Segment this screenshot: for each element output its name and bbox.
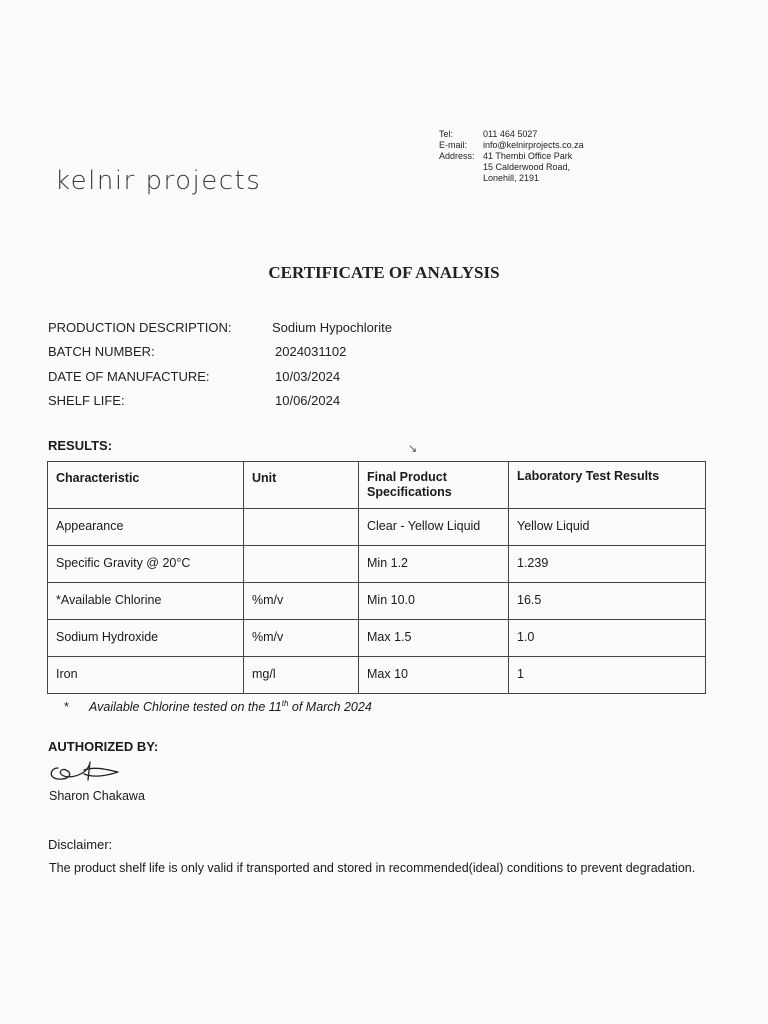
company-logo: kelnir projects [55,166,262,196]
info-label: SHELF LIFE: [48,393,125,409]
column-header: Laboratory Test Results [509,462,706,509]
info-row [48,364,392,389]
table-row [48,509,706,546]
table-cell: Sodium Hydroxide [48,620,244,657]
address-line: Lonehill, 2191 [483,173,540,183]
table-cell: *Available Chlorine [48,583,244,620]
results-heading: RESULTS: [48,438,113,453]
footnote [64,699,372,714]
table-cell: Appearance [48,509,244,546]
tel-label: Tel: [439,129,454,139]
table-row [48,620,706,657]
address-line: 15 Calderwood Road, [483,162,571,172]
pen-mark: ↘ [408,443,418,455]
email-value: info@kelnirprojects.co.za [483,140,584,150]
tel-value: 011 464 5027 [483,129,538,139]
signer-name: Sharon Chakawa [49,789,145,803]
authorized-heading: AUTHORIZED BY: [48,739,159,754]
info-value: 10/06/2024 [275,393,341,409]
disclaimer-heading: Disclaimer: [48,837,113,852]
disclaimer-text: The product shelf life is only valid if transported and stored in recommended(ideal) conditions to prevent degradation. [49,861,696,875]
table-cell: Specific Gravity @ 20°C [48,546,244,583]
table-row [48,657,706,694]
address-label: Address: [439,151,475,161]
table-cell [244,546,359,583]
email-label: E-mail: [439,140,468,150]
info-row [48,340,392,365]
product-info [48,315,392,413]
table-header-row [48,462,706,509]
footnote-superscript: th [281,699,289,708]
table-cell [244,509,359,546]
table-cell: %m/v [244,583,359,620]
table-cell: Clear - Yellow Liquid [359,509,509,546]
table-cell: mg/l [244,657,359,694]
document-title: CERTIFICATE OF ANALYSIS [268,263,500,282]
address-line: 41 Thembi Office Park [483,151,573,161]
table-cell: 1.0 [509,620,706,657]
info-label: DATE OF MANUFACTURE: [48,368,210,384]
table-cell: 1.239 [509,546,706,583]
table-cell: Yellow Liquid [509,509,706,546]
footnote-text-end: of March 2024 [288,700,372,715]
column-header: Unit [244,462,359,509]
table-cell: Max 1.5 [359,620,509,657]
info-label: BATCH NUMBER: [48,344,155,360]
table-cell: Min 1.2 [359,546,509,583]
table-cell: %m/v [244,620,359,657]
column-header: Characteristic [48,462,244,509]
results-table [47,461,706,694]
info-row [48,315,392,340]
info-value: Sodium Hypochlorite [272,319,392,335]
table-cell: 16.5 [509,583,706,620]
signature-icon [44,756,124,786]
footnote-text: Available Chlorine tested on the 11 [89,700,282,715]
info-row [48,389,392,414]
info-value: 10/03/2024 [275,368,341,384]
table-cell: Min 10.0 [359,583,509,620]
table-row [48,546,706,583]
info-label: PRODUCTION DESCRIPTION: [48,319,232,335]
table-cell: Max 10 [359,657,509,694]
contact-block [439,129,584,184]
table-cell: Iron [48,657,244,694]
footnote-asterisk: * [64,700,69,715]
info-value: 2024031102 [275,344,347,360]
table-row [48,583,706,620]
column-header: Final Product Specifications [359,462,509,509]
table-cell: 1 [509,657,706,694]
